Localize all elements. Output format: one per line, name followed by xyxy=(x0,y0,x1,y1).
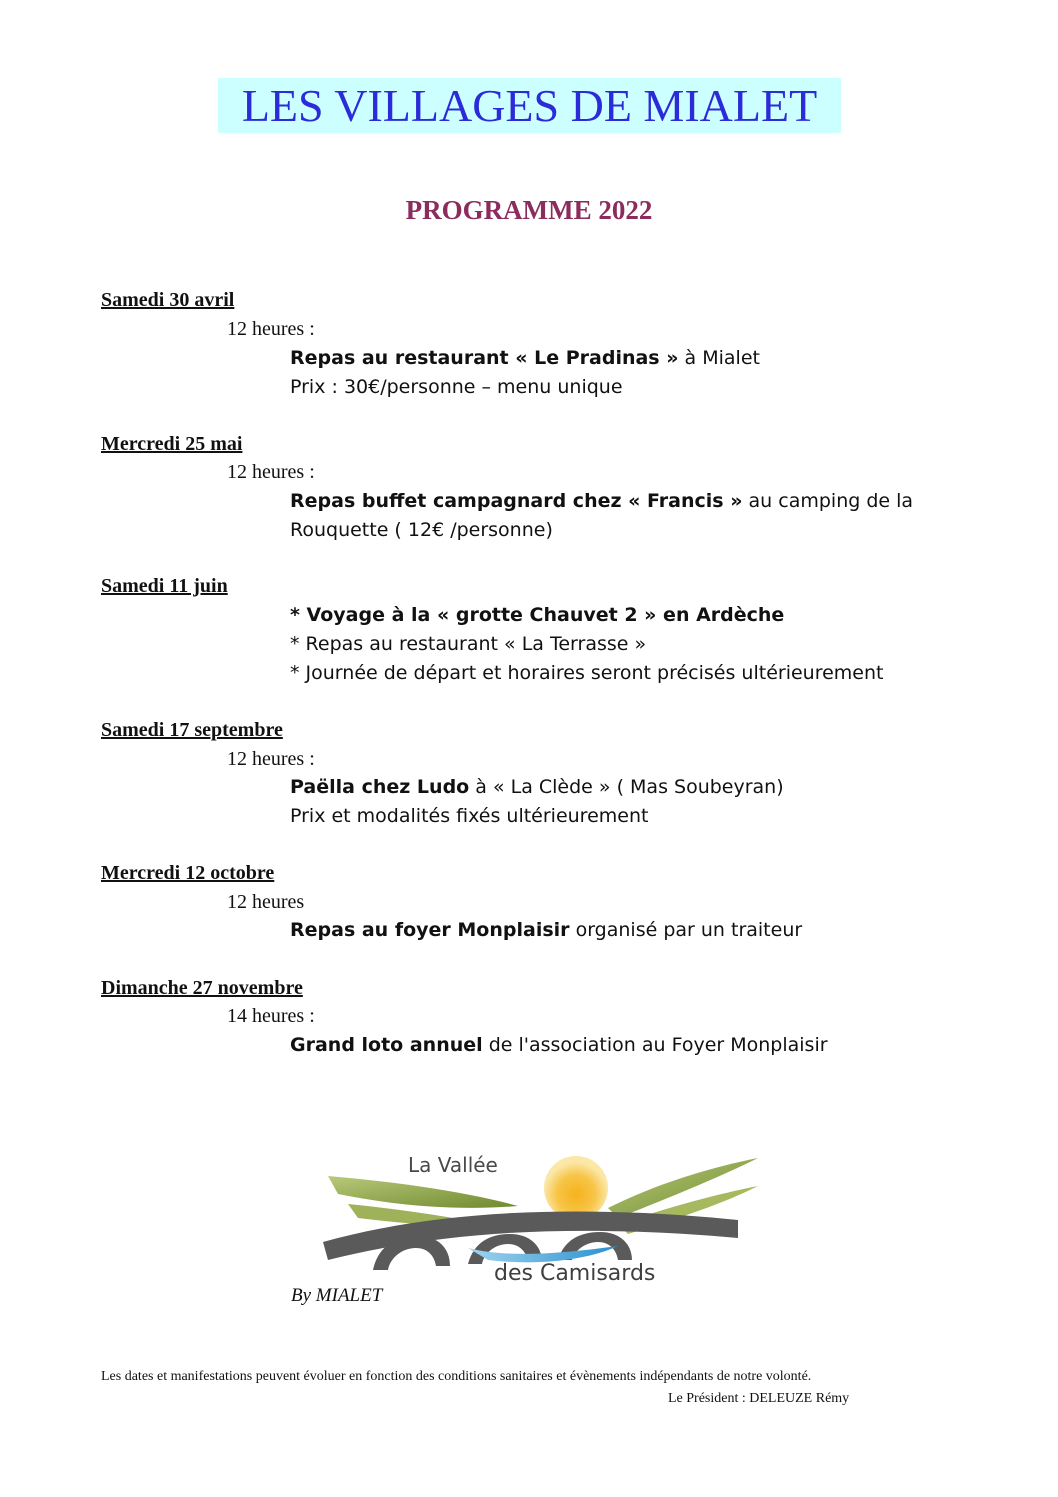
programme-subtitle: PROGRAMME 2022 xyxy=(405,195,653,225)
event-highlight: Repas au restaurant « Le Pradinas » xyxy=(290,347,679,369)
event-time: 12 heures xyxy=(227,891,305,913)
event-date: Samedi 30 avril xyxy=(101,289,235,311)
vallee-camisards-logo xyxy=(318,1148,758,1288)
event-time: 14 heures : xyxy=(227,1005,315,1027)
event-price: Prix et modalités fixés ultérieurement xyxy=(290,805,649,827)
event-date: Samedi 17 septembre xyxy=(101,719,283,741)
event-description xyxy=(290,773,784,801)
page-title: LES VILLAGES DE MIALET xyxy=(218,78,841,133)
left-hill-shape xyxy=(328,1176,518,1208)
event-time: 12 heures : xyxy=(227,318,315,340)
event-description xyxy=(290,487,913,515)
event-date: Mercredi 12 octobre xyxy=(101,862,275,884)
event-time: 12 heures : xyxy=(227,461,315,483)
logo-text-bottom: des Camisards xyxy=(494,1261,656,1286)
event-description xyxy=(290,916,802,944)
event-detail: organisé par un traiteur xyxy=(569,919,803,941)
event-description: * Voyage à la « grotte Chauvet 2 » en Ardèche xyxy=(290,604,785,626)
event-date: Samedi 11 juin xyxy=(101,575,228,597)
event-detail: au camping de la xyxy=(742,490,914,512)
event-highlight: Grand loto annuel xyxy=(290,1034,483,1056)
event-detail: * Journée de départ et horaires seront précisés ultérieurement xyxy=(290,662,884,684)
president-signature: Le Président : DELEUZE Rémy xyxy=(668,1391,850,1406)
sun-shape xyxy=(544,1156,608,1220)
event-highlight: Paëlla chez Ludo xyxy=(290,776,470,798)
event-highlight: Repas buffet campagnard chez « Francis » xyxy=(290,490,743,512)
event-price: Rouquette ( 12€ /personne) xyxy=(290,519,553,541)
event-detail: à « La Clède » ( Mas Soubeyran) xyxy=(469,776,784,798)
event-detail: de l'association au Foyer Monplaisir xyxy=(482,1034,828,1056)
by-mialet-caption: By MIALET xyxy=(291,1285,383,1306)
event-detail: * Repas au restaurant « La Terrasse » xyxy=(290,633,647,655)
event-date: Mercredi 25 mai xyxy=(101,433,243,455)
event-detail: à Mialet xyxy=(678,347,760,369)
footer-notice: Les dates et manifestations peuvent évoluer en fonction des conditions sanitaires et évènements indépendants de notre volonté. xyxy=(101,1369,812,1384)
event-date: Dimanche 27 novembre xyxy=(101,977,303,999)
event-description xyxy=(290,1031,828,1059)
event-price: Prix : 30€/personne – menu unique xyxy=(290,376,623,398)
event-highlight: Repas au foyer Monplaisir xyxy=(290,919,570,941)
event-description xyxy=(290,344,760,372)
logo-text-top: La Vallée xyxy=(408,1153,498,1177)
event-time: 12 heures : xyxy=(227,748,315,770)
